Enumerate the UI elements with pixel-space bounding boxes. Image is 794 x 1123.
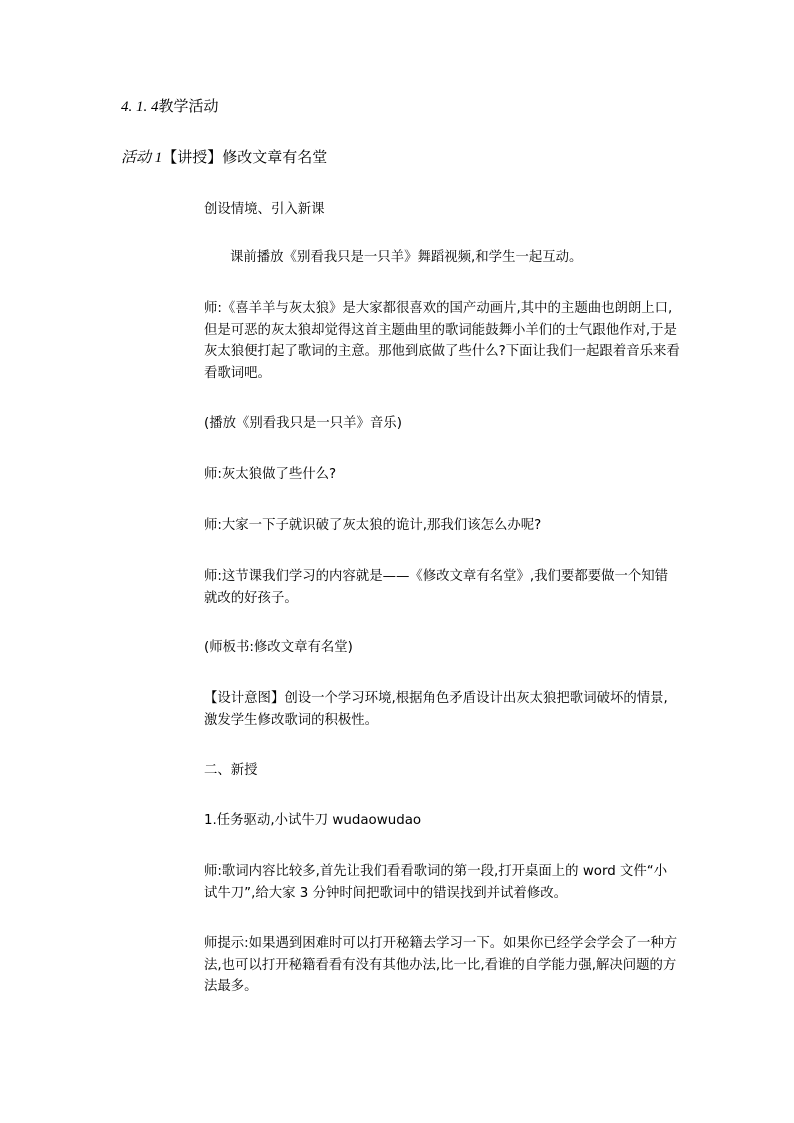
- paragraph-lesson-topic: 师:这节课我们学习的内容就是——《修改文章有名堂》,我们要都要做一个知错就改的好孩子。: [204, 569, 669, 606]
- section-number: 4. 1. 4: [121, 99, 159, 115]
- paragraph-question-1: 师:灰太狼做了些什么?: [204, 467, 337, 482]
- paragraph-board-writing: (师板书:修改文章有名堂): [204, 640, 353, 655]
- activity-title: 【讲授】修改文章有名堂: [162, 148, 328, 166]
- paragraph-play-music: (播放《别看我只是一只羊》音乐): [204, 416, 402, 431]
- paragraph-video: 课前播放《别看我只是一只羊》舞蹈视频,和学生一起互动。: [230, 250, 583, 265]
- paragraph-teacher-hint: 师提示:如果遇到困难时可以打开秘籍去学习一下。如果你已经学会学会了一种方法,也可以打开秘籍看看有没有其他办法,比一比,看谁的自学能力强,解决问题的方法最多。: [204, 936, 678, 994]
- paragraph-teacher-intro: 师:《喜羊羊与灰太狼》是大家都很喜欢的国产动画片,其中的主题曲也朗朗上口,但是可恶的灰太狼却觉得这首主题曲里的歌词能鼓舞小羊们的士气跟他作对,于是灰太狼便打起了歌词的主意。那他到底做了些什么?下面让我们一起跟着音乐来看看歌词吧。: [204, 301, 680, 381]
- paragraph-design-intent: 【设计意图】创设一个学习环境,根据角色矛盾设计出灰太狼把歌词破坏的情景,激发学生修改歌词的积极性。: [204, 691, 668, 728]
- activity-label: 活动 1: [121, 150, 163, 166]
- activity-heading: [121, 147, 327, 168]
- paragraph-intro-heading: 创设情境、引入新课: [204, 202, 325, 217]
- section-title: 教学活动: [158, 97, 219, 115]
- paragraph-task-heading: 1.任务驱动,小试牛刀 wudaowudao: [204, 813, 422, 828]
- paragraph-task-instruction: 师:歌词内容比较多,首先让我们看看歌词的第一段,打开桌面上的 word 文件“小试牛刀”,给大家 3 分钟时间把歌词中的错误找到并试着修改。: [204, 864, 668, 901]
- paragraph-question-2: 师:大家一下子就识破了灰太狼的诡计,那我们该怎么办呢?: [204, 518, 542, 533]
- paragraph-new-lesson-heading: 二、新授: [204, 763, 258, 778]
- section-heading: [121, 96, 219, 117]
